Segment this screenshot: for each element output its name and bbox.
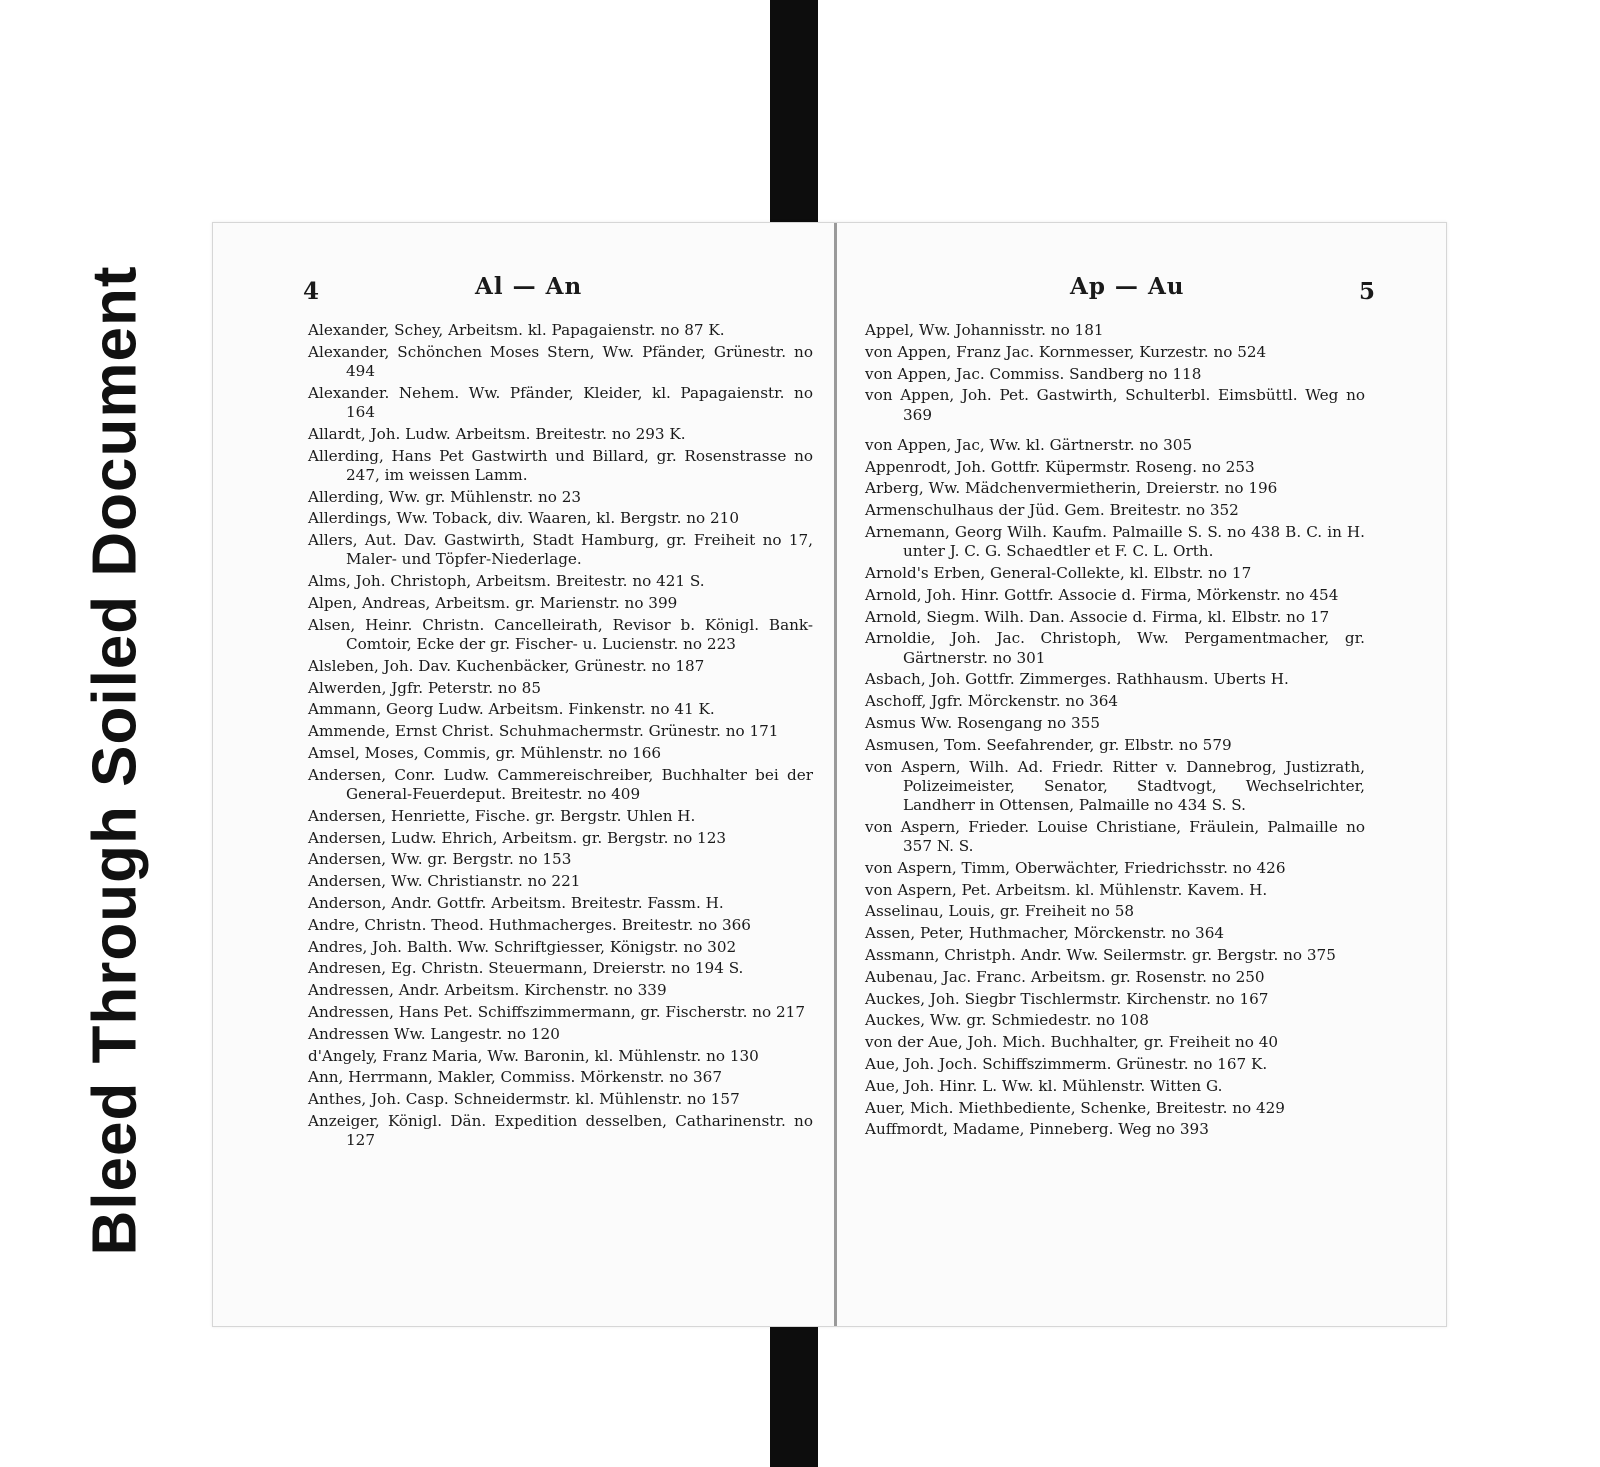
directory-entry: Alexander, Schönchen Moses Stern, Ww. Pfänder, Grünestr. no 494 (308, 342, 813, 380)
directory-entry: Andersen, Henriette, Fische. gr. Bergstr. Uhlen H. (308, 806, 696, 825)
directory-entry: Allers, Aut. Dav. Gastwirth, Stadt Hamburg, gr. Freiheit no 17, Maler- und Töpfer-Niederlage. (308, 531, 813, 569)
directory-entry: Alexander, Schey, Arbeitsm. kl. Papagaienstr. no 87 K. (308, 321, 725, 339)
directory-entry: Auffmordt, Madame, Pinneberg. Weg no 393 (865, 1120, 1209, 1139)
directory-entry: Allerdings, Ww. Toback, div. Waaren, kl. Bergstr. no 210 (308, 509, 739, 528)
directory-entry: Assmann, Christph. Andr. Ww. Seilermstr. gr. Bergstr. no 375 (865, 945, 1336, 964)
directory-entry: Andersen, Conr. Ludw. Cammereischreiber, Buchhalter bei der General-Feuerdeput. Breitestr. no 409 (308, 765, 813, 803)
directory-entry: Alwerden, Jgfr. Peterstr. no 85 (308, 678, 541, 697)
book-gutter (834, 223, 837, 1326)
directory-entry: von Appen, Jac. Commiss. Sandberg no 118 (865, 364, 1202, 383)
directory-entry: Andresen, Eg. Christn. Steuermann, Dreierstr. no 194 S. (308, 959, 744, 978)
directory-entry: d'Angely, Franz Maria, Ww. Baronin, kl. Mühlenstr. no 130 (308, 1046, 759, 1065)
directory-entry: Andersen, Ww. Christianstr. no 221 (308, 872, 581, 891)
directory-entry: Arnoldie, Joh. Jac. Christoph, Ww. Pergamentmacher, gr. Gärtnerstr. no 301 (865, 629, 1365, 667)
directory-entry: von Aspern, Timm, Oberwächter, Friedrichsstr. no 426 (865, 858, 1286, 877)
directory-entry: Alsleben, Joh. Dav. Kuchenbäcker, Grünestr. no 187 (308, 656, 705, 675)
directory-entries (865, 321, 1365, 1142)
binding-tab-bottom (770, 1304, 818, 1467)
directory-entry: Andressen, Andr. Arbeitsm. Kirchenstr. no 339 (308, 981, 667, 1000)
directory-entry: Andres, Joh. Balth. Ww. Schriftgiesser, Königstr. no 302 (308, 937, 737, 956)
directory-entry: Auer, Mich. Miethbediente, Schenke, Breitestr. no 429 (865, 1098, 1285, 1117)
bleed-through-soiled-stamp (60, 260, 170, 1260)
directory-entry: Alms, Joh. Christoph, Arbeitsm. Breitestr. no 421 S. (308, 572, 705, 591)
directory-entry: Andersen, Ludw. Ehrich, Arbeitsm. gr. Bergstr. no 123 (308, 828, 727, 847)
directory-entry: Appel, Ww. Johannisstr. no 181 (865, 321, 1104, 339)
directory-entry: Auckes, Joh. Siegbr Tischlermstr. Kirchenstr. no 167 (865, 989, 1269, 1008)
directory-entry: Allardt, Joh. Ludw. Arbeitsm. Breitestr. no 293 K. (308, 424, 686, 443)
directory-entry: Anderson, Andr. Gottfr. Arbeitsm. Breitestr. Fassm. H. (308, 893, 724, 912)
directory-entry: Andre, Christn. Theod. Huthmacherges. Breitestr. no 366 (308, 915, 751, 934)
running-head: Al — An (475, 273, 583, 300)
directory-entry: Ammende, Ernst Christ. Schuhmachermstr. Grünestr. no 171 (308, 722, 779, 741)
left-page (213, 223, 833, 1326)
directory-entry: Andressen, Hans Pet. Schiffszimmermann, gr. Fischerstr. no 217 (308, 1002, 806, 1021)
directory-entry: Anzeiger, Königl. Dän. Expedition desselben, Catharinenstr. no 127 (308, 1111, 813, 1150)
directory-entry: Arnemann, Georg Wilh. Kaufm. Palmaille S. S. no 438 B. C. in H. unter J. C. G. Schaedtler et F. C. L. Orth. (865, 522, 1365, 561)
directory-entry: Arberg, Ww. Mädchenvermietherin, Dreierstr. no 196 (865, 479, 1278, 498)
directory-entry: Arnold, Joh. Hinr. Gottfr. Associe d. Firma, Mörkenstr. no 454 (865, 585, 1339, 604)
directory-entry: Aubenau, Jac. Franc. Arbeitsm. gr. Rosenstr. no 250 (865, 967, 1265, 986)
directory-entry: von der Aue, Joh. Mich. Buchhalter, gr. Freiheit no 40 (865, 1033, 1279, 1052)
directory-entry: Anthes, Joh. Casp. Schneidermstr. kl. Mühlenstr. no 157 (308, 1090, 740, 1109)
directory-entry: Alsen, Heinr. Christn. Cancelleirath, Revisor b. Königl. Bank-Comtoir, Ecke der gr. Fischer- u. Lucienstr. no 223 (308, 615, 813, 653)
directory-entry: von Appen, Joh. Pet. Gastwirth, Schulterbl. Eimsbüttl. Weg no 369 (865, 386, 1365, 424)
directory-entry: Asselinau, Louis, gr. Freiheit no 58 (865, 902, 1135, 921)
directory-entry: Alexander. Nehem. Ww. Pfänder, Kleider, kl. Papagaienstr. no 164 (308, 383, 813, 421)
directory-entry: von Aspern, Wilh. Ad. Friedr. Ritter v. Dannebrog, Justizrath, Polizeimeister, Senator, Stadtvogt, Wechselrichter, Landherr in Ottensen, Palmaille no 434 S. S. (865, 757, 1365, 814)
directory-entry: Amsel, Moses, Commis, gr. Mühlenstr. no 166 (308, 743, 662, 762)
directory-entry: Asbach, Joh. Gottfr. Zimmerges. Rathhausm. Uberts H. (865, 670, 1289, 689)
directory-entry: Asmusen, Tom. Seefahrender, gr. Elbstr. no 579 (865, 735, 1232, 754)
directory-entry: Aue, Joh. Hinr. L. Ww. kl. Mühlenstr. Witten G. (865, 1076, 1223, 1095)
directory-entry: Ammann, Georg Ludw. Arbeitsm. Finkenstr. no 41 K. (308, 700, 715, 719)
directory-entry: Aue, Joh. Joch. Schiffszimmerm. Grünestr. no 167 K. (865, 1054, 1268, 1073)
right-page (838, 223, 1446, 1326)
directory-entry: Assen, Peter, Huthmacher, Mörckenstr. no 364 (865, 924, 1225, 943)
directory-entry: Allerding, Hans Pet Gastwirth und Billard, gr. Rosenstrasse no 247, im weissen Lamm. (308, 446, 813, 484)
directory-entry: von Aspern, Frieder. Louise Christiane, Fräulein, Palmaille no 357 N. S. (865, 817, 1365, 855)
directory-entry: Arnold's Erben, General-Collekte, kl. Elbstr. no 17 (865, 563, 1252, 582)
binding-tab-top (770, 0, 818, 228)
directory-entry: Ann, Herrmann, Makler, Commiss. Mörkenstr. no 367 (308, 1068, 722, 1087)
stamp-text: Bleed Through Soiled Document (80, 264, 150, 1256)
directory-entries (308, 321, 813, 1153)
directory-entry: Andersen, Ww. gr. Bergstr. no 153 (308, 850, 572, 869)
directory-entry: Aschoff, Jgfr. Mörckenstr. no 364 (865, 692, 1119, 711)
directory-entry: Auckes, Ww. gr. Schmiedestr. no 108 (865, 1011, 1149, 1030)
page-number: 5 (1359, 278, 1376, 305)
directory-entry: Alpen, Andreas, Arbeitsm. gr. Marienstr. no 399 (308, 593, 678, 612)
directory-entry: von Aspern, Pet. Arbeitsm. kl. Mühlenstr. Kavem. H. (865, 880, 1268, 899)
directory-entry: Appenrodt, Joh. Gottfr. Küpermstr. Roseng. no 253 (865, 457, 1255, 476)
directory-entry: von Appen, Franz Jac. Kornmesser, Kurzestr. no 524 (865, 342, 1267, 361)
directory-entry: Andressen Ww. Langestr. no 120 (308, 1024, 560, 1043)
directory-entry: Armenschulhaus der Jüd. Gem. Breitestr. no 352 (865, 501, 1239, 520)
directory-entry: Allerding, Ww. gr. Mühlenstr. no 23 (308, 487, 582, 506)
open-book-spread (212, 222, 1447, 1327)
directory-entry: von Appen, Jac, Ww. kl. Gärtnerstr. no 305 (865, 435, 1193, 454)
directory-entry: Asmus Ww. Rosengang no 355 (865, 713, 1101, 732)
running-head: Ap — Au (1070, 273, 1185, 300)
page-number: 4 (303, 278, 320, 305)
directory-entry: Arnold, Siegm. Wilh. Dan. Associe d. Firma, kl. Elbstr. no 17 (865, 607, 1330, 626)
